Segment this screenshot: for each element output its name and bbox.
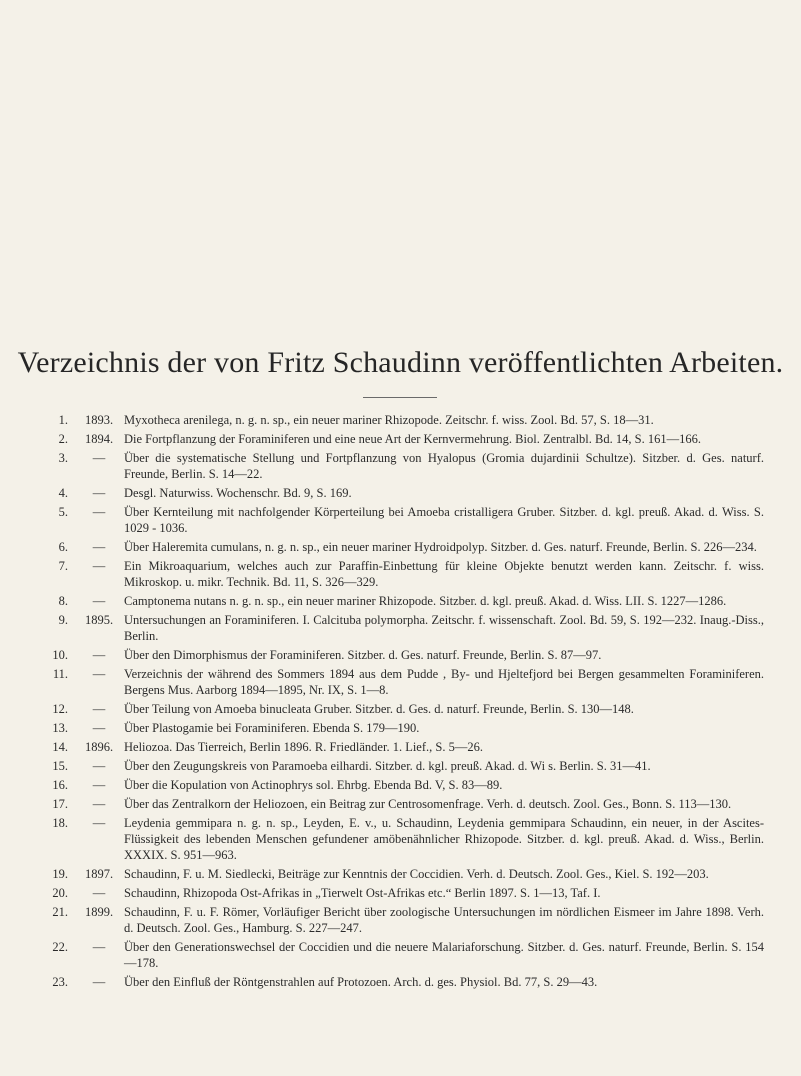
entry-year: — xyxy=(92,759,106,773)
entry-citation: Über das Zentralkorn der Heliozoen, ein Beitrag zur Centrosomenfrage. Verh. d. deutsch. Zool. Ges., Bonn. S. 113—130. xyxy=(124,797,732,811)
entry-year: — xyxy=(92,886,106,900)
publication-entry xyxy=(0,796,801,812)
entry-number: 4. xyxy=(58,486,68,500)
entry-number: 5. xyxy=(58,505,68,519)
publication-entry xyxy=(0,758,801,774)
entry-number: 23. xyxy=(52,975,68,989)
entry-citation: Über Teilung von Amoeba binucleata Gruber. Sitzber. d. Ges. d. naturf. Freunde, Berlin. S. 130—148. xyxy=(124,702,634,716)
entry-year: — xyxy=(92,648,106,662)
entry-citation: Schaudinn, Rhizopoda Ost-Afrikas in „Tierwelt Ost-Afrikas etc.“ Berlin 1897. S. 1—13, Taf. I. xyxy=(124,886,601,900)
entry-year: — xyxy=(92,505,106,519)
publication-entry xyxy=(0,558,801,590)
publication-entry xyxy=(0,777,801,793)
entry-year: — xyxy=(92,940,106,954)
publication-entry xyxy=(0,539,801,555)
entry-citation: Heliozoa. Das Tierreich, Berlin 1896. R. Friedländer. 1. Lief., S. 5—26. xyxy=(124,740,483,754)
entry-year: 1895. xyxy=(84,613,114,627)
entry-number: 13. xyxy=(52,721,68,735)
publication-entry xyxy=(0,412,801,428)
entry-citation: Schaudinn, F. u. M. Siedlecki, Beiträge zur Kenntnis der Coccidien. Verh. d. Deutsch. Zool. Ges., Kiel. S. 192—203. xyxy=(124,867,709,881)
entry-citation: Schaudinn, F. u. F. Römer, Vorläufiger Bericht über zoologische Untersuchungen im nördlichen Eismeer im Jahre 1898. Verh. d. Deutsch. Zool. Ges., Hamburg. S. 227—247. xyxy=(124,905,764,935)
entry-year: — xyxy=(92,975,106,989)
entry-year: 1896. xyxy=(84,740,114,754)
publication-entry xyxy=(0,485,801,501)
entry-citation: Die Fortpflanzung der Foraminiferen und eine neue Art der Kernvermehrung. Biol. Zentralbl. Bd. 14, S. 161—166. xyxy=(124,432,701,446)
entry-year: 1893. xyxy=(84,413,114,427)
publication-entry xyxy=(0,612,801,644)
entry-number: 2. xyxy=(58,432,68,446)
page-title: Verzeichnis der von Fritz Schaudinn veröffentlichten Arbeiten. xyxy=(17,346,784,379)
publication-list xyxy=(0,412,801,993)
entry-year: 1897. xyxy=(84,867,114,881)
entry-citation: Über den Generationswechsel der Coccidien und die neuere Malariaforschung. Sitzber. d. Ges. naturf. Freunde, Berlin. S. 154—178. xyxy=(124,940,764,970)
entry-year: — xyxy=(92,451,106,465)
publication-entry xyxy=(0,739,801,755)
title-divider xyxy=(363,397,437,398)
entry-number: 19. xyxy=(52,867,68,881)
entry-number: 20. xyxy=(52,886,68,900)
entry-citation: Desgl. Naturwiss. Wochenschr. Bd. 9, S. 169. xyxy=(124,486,352,500)
entry-citation: Camptonema nutans n. g. n. sp., ein neuer mariner Rhizopode. Sitzber. d. kgl. preuß. Akad. d. Wiss. LII. S. 1227—1286. xyxy=(124,594,727,608)
entry-year: — xyxy=(92,594,106,608)
entry-year: — xyxy=(92,540,106,554)
entry-year: — xyxy=(92,667,106,681)
publication-entry xyxy=(0,431,801,447)
entry-number: 18. xyxy=(52,816,68,830)
entry-citation: Über die systematische Stellung und Fortpflanzung von Hyalopus (Gromia dujardinii Schultze). Sitzber. d. Ges. naturf. Freunde, Berlin. S. 14—22. xyxy=(124,451,764,481)
entry-citation: Verzeichnis der während des Sommers 1894 aus dem Pudde , By- und Hjeltefjord bei Bergen gesammelten Foraminiferen. Bergens Mus. Aarborg 1894—1895, Nr. IX, S. 1—8. xyxy=(124,667,764,697)
entry-number: 17. xyxy=(52,797,68,811)
entry-year: — xyxy=(92,816,106,830)
entry-number: 7. xyxy=(58,559,68,573)
entry-number: 11. xyxy=(52,667,68,681)
entry-citation: Über Kernteilung mit nachfolgender Körperteilung bei Amoeba cristalligera Gruber. Sitzber. d. kgl. preuß. Akad. d. Wiss. S. 1029 - 1036. xyxy=(124,505,764,535)
entry-citation: Ein Mikroaquarium, welches auch zur Paraffin-Einbettung für kleine Objekte benutzt werden kann. Zeitschr. f. wiss. Mikroskop. u. mikr. Technik. Bd. 11, S. 326—329. xyxy=(124,559,764,589)
entry-year: — xyxy=(92,797,106,811)
entry-number: 12. xyxy=(52,702,68,716)
publication-entry xyxy=(0,939,801,971)
entry-year: — xyxy=(92,702,106,716)
publication-entry xyxy=(0,885,801,901)
entry-citation: Über den Einfluß der Röntgenstrahlen auf Protozoen. Arch. d. ges. Physiol. Bd. 77, S. 29—43. xyxy=(124,975,598,989)
entry-citation: Leydenia gemmipara n. g. n. sp., Leyden, E. v., u. Schaudinn, Leydenia gemmipara Schaudinn, ein neuer, in der Ascites-Flüssigkeit des lebenden Menschen gefundener amöbenähnlicher Rhizopode. Sitzber. d. kgl. preuß. Akad. d. Wiss., Berlin. XXXIX. S. 951—963. xyxy=(124,816,764,862)
publication-entry xyxy=(0,904,801,936)
entry-year: — xyxy=(92,559,106,573)
publication-entry xyxy=(0,450,801,482)
entry-number: 6. xyxy=(58,540,68,554)
publication-entry xyxy=(0,666,801,698)
entry-year: — xyxy=(92,486,106,500)
entry-citation: Über den Dimorphismus der Foraminiferen. Sitzber. d. Ges. naturf. Freunde, Berlin. S. 87—97. xyxy=(124,648,602,662)
entry-number: 9. xyxy=(58,613,68,627)
entry-number: 10. xyxy=(52,648,68,662)
entry-number: 15. xyxy=(52,759,68,773)
entry-year: — xyxy=(92,778,106,792)
entry-citation: Über Plastogamie bei Foraminiferen. Ebenda S. 179—190. xyxy=(124,721,420,735)
entry-number: 1. xyxy=(58,413,68,427)
entry-citation: Untersuchungen an Foraminiferen. I. Calcituba polymorpha. Zeitschr. f. wissenschaft. Zool. Bd. 59, S. 192—232. Inaug.-Diss., Berlin. xyxy=(124,613,764,643)
publication-entry xyxy=(0,974,801,990)
entry-citation: Myxotheca arenilega, n. g. n. sp., ein neuer mariner Rhizopode. Zeitschr. f. wiss. Zool. Bd. 57, S. 18—31. xyxy=(124,413,654,427)
entry-number: 16. xyxy=(52,778,68,792)
entry-number: 21. xyxy=(52,905,68,919)
entry-number: 14. xyxy=(52,740,68,754)
publication-entry xyxy=(0,701,801,717)
publication-entry xyxy=(0,647,801,663)
publication-entry xyxy=(0,593,801,609)
publication-entry xyxy=(0,815,801,863)
entry-citation: Über den Zeugungskreis von Paramoeba eilhardi. Sitzber. d. kgl. preuß. Akad. d. Wi s. Berlin. S. 31—41. xyxy=(124,759,651,773)
entry-year: 1894. xyxy=(84,432,114,446)
entry-citation: Über die Kopulation von Actinophrys sol. Ehrbg. Ebenda Bd. V, S. 83—89. xyxy=(124,778,503,792)
entry-number: 8. xyxy=(58,594,68,608)
entry-year: — xyxy=(92,721,106,735)
entry-number: 3. xyxy=(58,451,68,465)
publication-entry xyxy=(0,720,801,736)
publication-entry xyxy=(0,504,801,536)
entry-number: 22. xyxy=(52,940,68,954)
publication-entry xyxy=(0,866,801,882)
entry-citation: Über Haleremita cumulans, n. g. n. sp., ein neuer mariner Hydroidpolyp. Sitzber. d. Ges. naturf. Freunde, Berlin. S. 226—234. xyxy=(124,540,757,554)
entry-year: 1899. xyxy=(84,905,114,919)
